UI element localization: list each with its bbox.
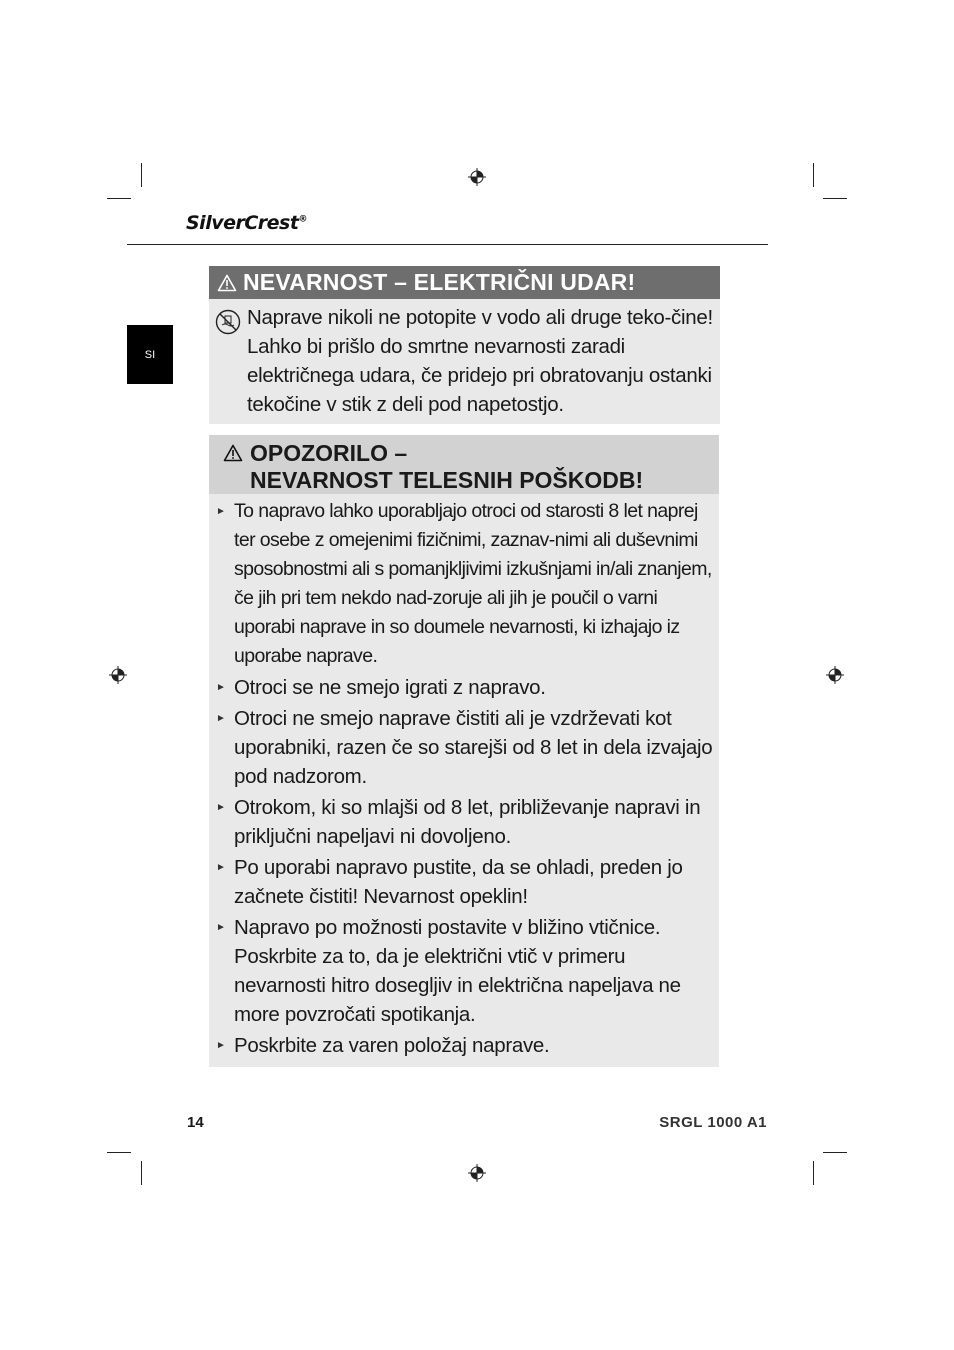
list-item: ► To napravo lahko uporabljajo otroci od starosti 8 let naprej ter osebe z omejenimi fizičnimi, zaznav-nimi ali duševnimi sposobnostmi ali s pomanjkljivimi izkušnjami in/ali znanjem, če jih pri tem nekdo nad-zoruje ali jih je poučil o varni uporabi naprave in so doumele nevarnosti, ki izhajajo iz uporabe naprave.	[209, 497, 719, 671]
bullet-arrow-icon: ►	[216, 1040, 226, 1051]
bullet-arrow-icon: ►	[216, 713, 226, 724]
crop-mark	[141, 163, 142, 187]
warning-list	[209, 497, 719, 1062]
registration-mark-icon	[468, 168, 486, 186]
header-divider	[127, 244, 768, 245]
bullet-arrow-icon: ►	[216, 682, 226, 693]
no-immersion-icon	[215, 309, 241, 335]
crop-mark	[813, 163, 814, 187]
registration-mark-icon	[468, 1164, 486, 1182]
bullet-arrow-icon: ►	[216, 802, 226, 813]
crop-mark	[823, 1152, 847, 1153]
warning-triangle-icon	[223, 444, 243, 462]
registration-mark-icon	[826, 666, 844, 684]
list-item: ► Otroci se ne smejo igrati z napravo.	[209, 673, 719, 702]
danger-box-title: NEVARNOST – ELEKTRIČNI UDAR!	[243, 269, 636, 295]
list-item: ► Otrokom, ki so mlajši od 8 let, približevanje napravi in priključni napeljavi ni dovoljeno.	[209, 793, 719, 851]
warning-box-header	[209, 435, 719, 494]
danger-box-text: Naprave nikoli ne potopite v vodo ali druge teko-čine! Lahko bi prišlo do smrtne nevarnosti zaradi električnega udara, če pridejo pri obratovanju ostanki tekočine v stik z deli pod napetostjo.	[247, 306, 713, 416]
crop-mark	[823, 198, 847, 199]
brand-logo: SilverCrest®	[186, 212, 307, 234]
registration-mark-icon	[109, 666, 127, 684]
crop-mark	[813, 1161, 814, 1185]
list-item: ► Poskrbite za varen položaj naprave.	[209, 1031, 719, 1060]
bullet-arrow-icon: ►	[216, 922, 226, 933]
crop-mark	[107, 198, 131, 199]
language-tab: SI	[127, 325, 173, 384]
page-number: 14	[187, 1114, 204, 1131]
warning-triangle-icon	[217, 274, 237, 292]
crop-mark	[141, 1161, 142, 1185]
danger-box-header	[209, 266, 720, 299]
warning-box-title-line1: OPOZORILO –	[250, 440, 408, 466]
list-item: ► Po uporabi napravo pustite, da se ohladi, preden jo začnete čistiti! Nevarnost opeklin!	[209, 853, 719, 911]
bullet-arrow-icon: ►	[216, 506, 226, 517]
list-item: ► Napravo po možnosti postavite v bližino vtičnice. Poskrbite za to, da je električni vtič v primeru nevarnosti hitro dosegljiv in električna napeljava ne more povzročati spotikanja.	[209, 913, 719, 1029]
warning-box-title-line2: NEVARNOST TELESNIH POŠKODB!	[250, 467, 644, 493]
model-number: SRGL 1000 A1	[659, 1114, 767, 1131]
list-item: ► Otroci ne smejo naprave čistiti ali je vzdrževati kot uporabniki, razen če so starejši od 8 let in dela izvajajo pod nadzorom.	[209, 704, 719, 791]
bullet-arrow-icon: ►	[216, 862, 226, 873]
warning-box-body	[209, 494, 719, 1067]
danger-box-body	[209, 299, 720, 424]
crop-mark	[107, 1152, 131, 1153]
